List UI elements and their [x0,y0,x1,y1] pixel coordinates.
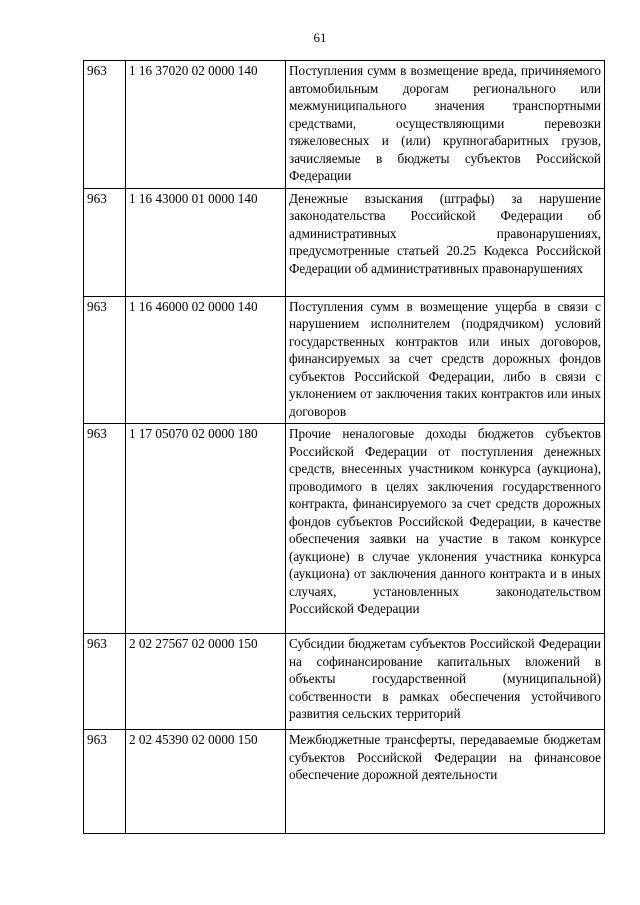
budget-code-cell: 2 02 27567 02 0000 150 [126,634,286,730]
table-row [84,296,605,424]
description-cell: Прочие неналоговые доходы бюджетов субъектов Российской Федерации от поступления денежных средств, внесенных участником конкурса (аукциона), проводимого в целях заключения государственного контракта, финансируемого за счет средств дорожных фондов субъектов Российской Федерации, в качестве обеспечения заявки на участие в таком конкурсе (аукционе) в случае уклонения участника конкурса (аукциона) от заключения данного контракта и в иных случаях, установленных законодательством Российской Федерации [286,424,605,634]
table-row [84,634,605,730]
description-cell: Субсидии бюджетам субъектов Российской Федерации на софинансирование капитальных вложений в объекты государственной (муниципальной) собственности в рамках обеспечения устойчивого развития сельских территорий [286,634,605,730]
table-row [84,730,605,834]
description-cell: Межбюджетные трансферты, передаваемые бюджетам субъектов Российской Федерации на финансовое обеспечение дорожной деятельности [286,730,605,834]
admin-code-cell: 963 [84,61,126,189]
admin-code-cell: 963 [84,424,126,634]
description-cell: Поступления сумм в возмещение вреда, причиняемого автомобильным дорогам регионального или межмуниципального значения транспортными средствами, осуществляющими перевозки тяжеловесных и (или) крупногабаритных грузов, зачисляемые в бюджеты субъектов Российской Федерации [286,61,605,189]
admin-code-cell: 963 [84,188,126,296]
budget-code-cell: 1 16 43000 01 0000 140 [126,188,286,296]
admin-code-cell: 963 [84,730,126,834]
description-cell: Денежные взыскания (штрафы) за нарушение законодательства Российской Федерации об административных правонарушениях, предусмотренные статьей 20.25 Кодекса Российской Федерации об административных правонарушениях [286,188,605,296]
page-number: 61 [313,30,327,45]
admin-code-cell: 963 [84,296,126,424]
budget-code-cell: 1 17 05070 02 0000 180 [126,424,286,634]
admin-code-cell: 963 [84,634,126,730]
table-row [84,424,605,634]
table-row [84,61,605,189]
table-row [84,188,605,296]
revenue-codes-table [83,60,605,834]
budget-code-cell: 1 16 46000 02 0000 140 [126,296,286,424]
budget-code-cell: 1 16 37020 02 0000 140 [126,61,286,189]
budget-code-cell: 2 02 45390 02 0000 150 [126,730,286,834]
description-cell: Поступления сумм в возмещение ущерба в связи с нарушением исполнителем (подрядчиком) условий государственных контрактов или иных договоров, финансируемых за счет средств дорожных фондов субъектов Российской Федерации, либо в связи с уклонением от заключения таких контрактов или иных договоров [286,296,605,424]
